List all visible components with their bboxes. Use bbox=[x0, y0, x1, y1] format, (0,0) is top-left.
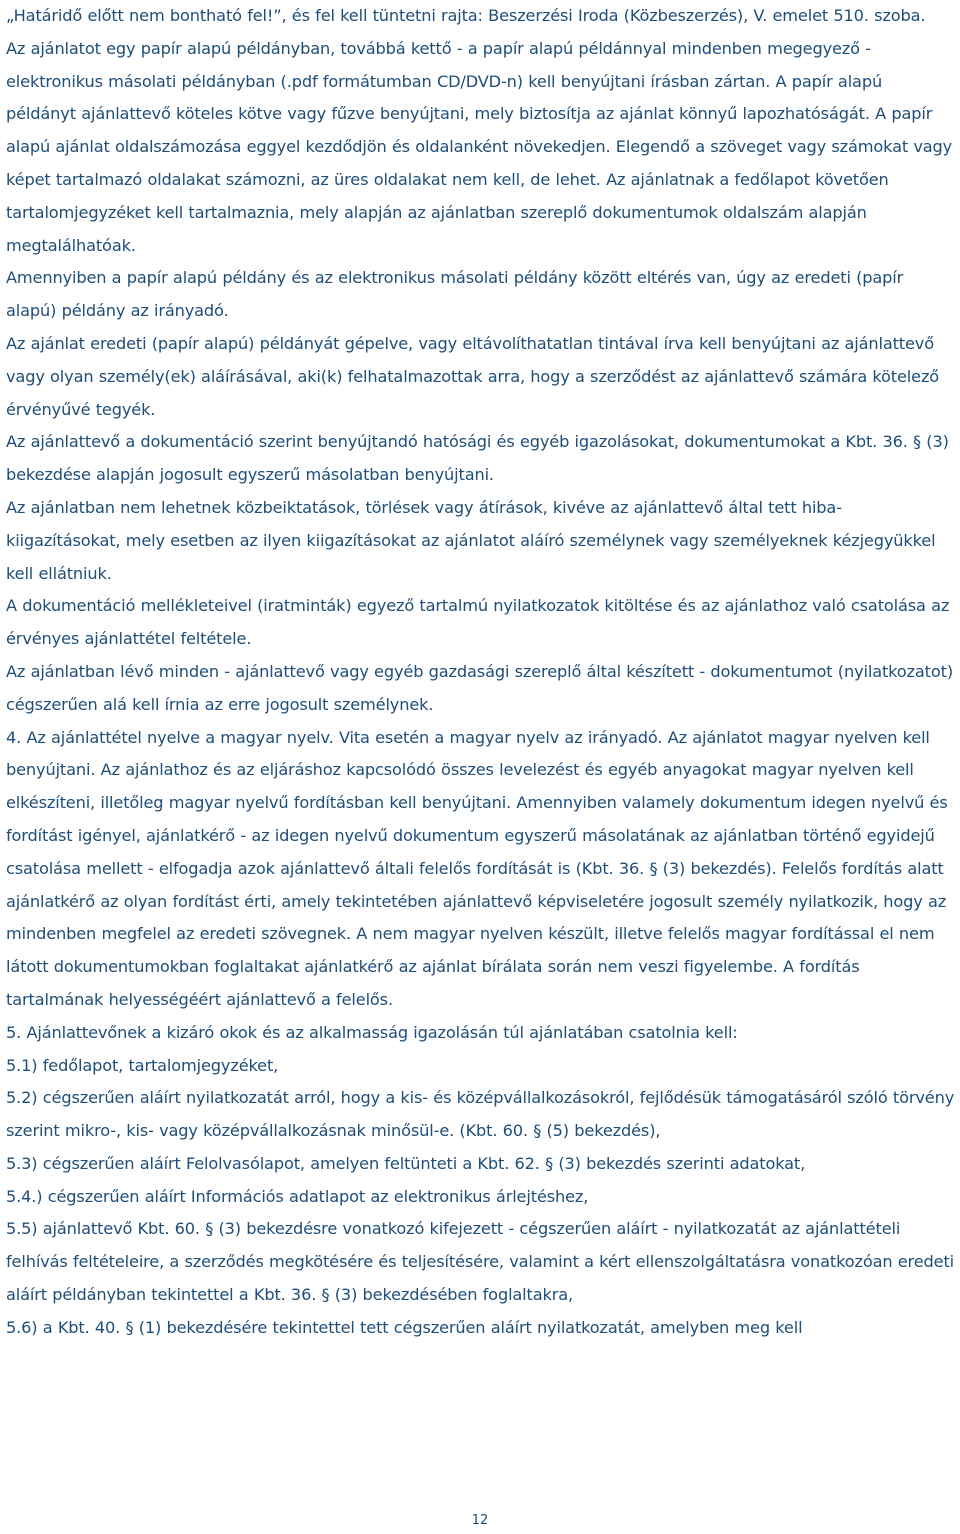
list-item-5-2: 5.2) cégszerűen aláírt nyilatkozatát arról, hogy a kis- és középvállalkozásokról, fejlődésük támogatásáról szóló törvény szerint mikro-, kis- vagy középvállalkozásnak minősül-e. (Kbt. 60. § (5) bekezdés), bbox=[6, 1088, 955, 1141]
paragraph-envelope-marking: „Határidő előtt nem bontható fel!”, és fel kell tüntetni rajta: Beszerzési Iroda (Közbeszerzés), V. emelet 510. szoba. bbox=[6, 6, 926, 25]
list-item-5-3: 5.3) cégszerűen aláírt Felolvasólapot, amelyen feltünteti a Kbt. 62. § (3) bekezdés szerinti adatokat, bbox=[6, 1153, 806, 1173]
paragraph-section-5-intro: 5. Ajánlattevőnek a kizáró okok és az alkalmasság igazolásán túl ajánlatában csatolnia kell: bbox=[6, 1022, 738, 1042]
paragraph-copies-and-binding: Az ajánlatot egy papír alapú példányban, továbbá kettő - a papír alapú példánnyal mindenben megegyező - elektronikus másolati példányban (.pdf formátumban CD/DVD-n) kell benyújtani írásban zártan. A papír alapú példányt ajánlattevő köteles kötve vagy fűzve benyújtani, mely biztosítja az ajánlat könnyű lapozhatóságát. A papír alapú ajánlat oldalszámozása eggyel kezdődjön és oldalanként növekedjen. Elegendő a szöveget vagy számokat vagy képet tartalmazó oldalakat számozni, az üres oldalakat nem kell, de lehet. Az ajánlatnak a fedőlapot követően tartalomjegyzéket kell tartalmaznia, mely alapján az ajánlatban szereplő dokumentumok oldalszám alapján megtalálhatóak. bbox=[6, 38, 953, 255]
paragraph-certificates-copies: Az ajánlattevő a dokumentáció szerint benyújtandó hatósági és egyéb igazolásokat, dokumentumokat a Kbt. 36. § (3) bekezdése alapján jogosult egyszerű másolatban benyújtani. bbox=[6, 432, 949, 485]
list-item-5-1: 5.1) fedőlapot, tartalomjegyzéket, bbox=[6, 1055, 279, 1075]
paragraph-section-4-language: 4. Az ajánlattétel nyelve a magyar nyelv. Vita esetén a magyar nyelv az irányadó. Az ajánlatot magyar nyelven kell benyújtani. Az ajánlathoz és az eljáráshoz kapcsolódó összes levelezést és egyéb anyagokat magyar nyelven kell elkészíteni, illetőleg magyar nyelvű fordításban kell benyújtani. Amennyiben valamely dokumentum idegen nyelvű és fordítást igényel, ajánlatkérő - az idegen nyelvű dokumentum egyszerű másolatának az ajánlatban történő egyidejű csatolása mellett - elfogadja azok ajánlattevő általi felelős fordítását is (Kbt. 36. § (3) bekezdés). Felelős fordítás alatt ajánlatkérő az olyan fordítást érti, amely tekintetében ajánlattevő képviseletére jogosult személy nyilatkozik, hogy az mindenben megfelel az eredeti szövegnek. A nem magyar nyelven készült, illetve felelős magyar fordítással el nem látott dokumentumokban foglaltakat ajánlatkérő az ajánlat bírálata során nem veszi figyelembe. A fordítás tartalmának helyességéért ajánlattevő a felelős. bbox=[6, 727, 948, 1009]
page-number: 12 bbox=[471, 1513, 489, 1528]
paragraph-document-signing: Az ajánlatban lévő minden - ajánlattevő vagy egyéb gazdasági szereplő által készített - dokumentumot (nyilatkozatot) cégszerűen alá kell írnia az erre jogosult személynek. bbox=[6, 661, 953, 714]
paragraph-corrections: Az ajánlatban nem lehetnek közbeiktatások, törlések vagy átírások, kivéve az ajánlattevő által tett hiba-kiigazításokat, mely esetben az ilyen kiigazításokat az ajánlatot aláíró személynek vagy személyeknek kézjegyükkel kell ellátniuk. bbox=[6, 497, 936, 583]
paragraph-signature-requirement: Az ajánlat eredeti (papír alapú) példányát gépelve, vagy eltávolíthatatlan tintával írva kell benyújtani az ajánlattevő vagy olyan személy(ek) aláírásával, aki(k) felhatalmazottak arra, hogy a szerződést az ajánlattevő számára kötelező érvényűvé tegyék. bbox=[6, 333, 940, 419]
list-item-5-6: 5.6) a Kbt. 40. § (1) bekezdésére tekintettel tett cégszerűen aláírt nyilatkozatát, amelyben meg kell bbox=[6, 1317, 803, 1337]
list-item-5-4: 5.4.) cégszerűen aláírt Információs adatlapot az elektronikus árlejtéshez, bbox=[6, 1186, 589, 1206]
paragraph-annex-forms: A dokumentáció mellékleteivel (iratminták) egyező tartalmú nyilatkozatok kitöltése és az ajánlathoz való csatolása az érvényes ajánlattétel feltétele. bbox=[6, 596, 950, 649]
paragraph-discrepancy-rule: Amennyiben a papír alapú példány és az elektronikus másolati példány között eltérés van, úgy az eredeti (papír alapú) példány az irányadó. bbox=[6, 268, 904, 321]
list-item-5-5: 5.5) ajánlattevő Kbt. 60. § (3) bekezdésre vonatkozó kifejezett - cégszerűen aláírt - nyilatkozatát az ajánlattételi felhívás feltételeire, a szerződés megkötésére és teljesítésére, valamint a kért ellenszolgáltatásra vonatkozóan eredeti aláírt példányban tekintettel a Kbt. 36. § (3) bekezdésében foglaltakra, bbox=[6, 1219, 954, 1305]
document-body bbox=[6, 0, 956, 1345]
